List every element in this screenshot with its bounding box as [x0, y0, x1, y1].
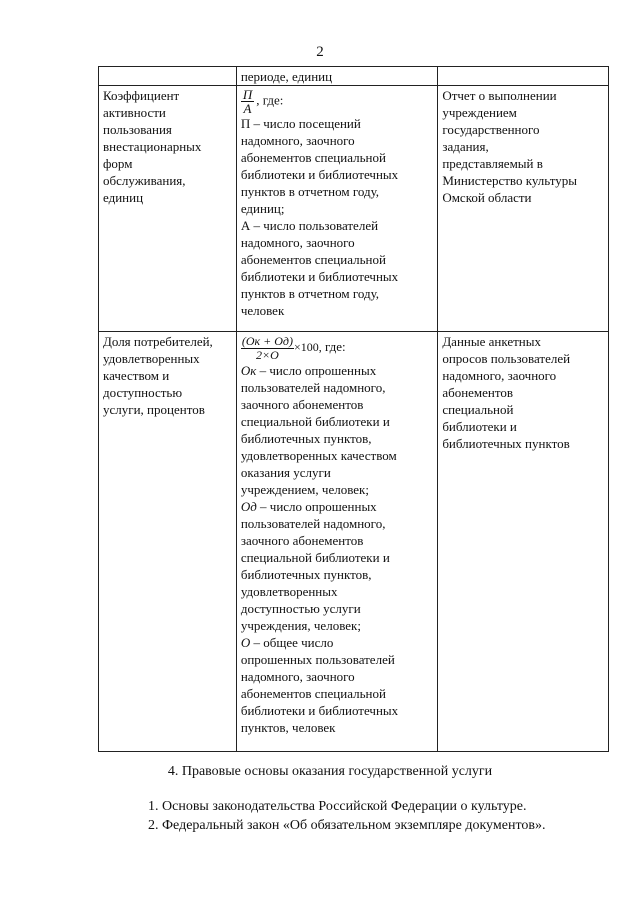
text-lines: [241, 379, 433, 498]
text-line: пользователей надомного,: [240, 380, 386, 395]
text-line: специальной: [442, 402, 514, 417]
source-cell: [438, 332, 609, 752]
indicator-name-cell: [99, 86, 237, 332]
text-line: библиотечных пунктов,: [240, 431, 372, 446]
text-line: единиц: [103, 190, 144, 205]
continuation-text: периоде, единиц: [236, 67, 437, 86]
section-title: 4. Правовые основы оказания государственной услуги: [167, 764, 493, 779]
text-line: представляемый в: [442, 156, 543, 171]
text-line: заочного абонементов: [240, 397, 364, 412]
text-line: опросов пользователей: [442, 351, 571, 366]
indicator-name-cell: [99, 332, 237, 752]
text-line: надомного, заочного: [240, 133, 355, 148]
text-line: надомного, заочного: [240, 669, 355, 684]
text-line: пунктов в отчетном году,: [240, 184, 380, 199]
text-line: пользователей надомного,: [240, 516, 386, 531]
indicators-table: [98, 66, 609, 752]
text-lines: [442, 87, 604, 206]
table-row-continuation: [99, 67, 609, 86]
text-line: надомного, заочного: [442, 368, 557, 383]
text-line: удовлетворенных качеством: [240, 448, 397, 463]
text-line: специальной библиотеки и: [240, 414, 390, 429]
text-lines: [103, 87, 232, 206]
fraction: $\frac{П}{А}$: [242, 87, 253, 116]
list-item: 2. Федеральный закон «Об обязательном экземпляре документов».: [148, 818, 546, 833]
list-item: 1. Основы законодательства Российской Федерации о культуре.: [148, 799, 527, 814]
text-lines: [103, 333, 232, 418]
text-line: пользования: [103, 122, 172, 137]
text-line: активности: [103, 105, 166, 120]
text-line: человек: [240, 303, 285, 318]
text-line: форм: [103, 156, 133, 171]
text-line: П – число посещений: [240, 116, 361, 131]
symbol: О: [240, 635, 251, 650]
table-row: [99, 86, 609, 332]
text-line: учреждения, человек;: [240, 618, 361, 633]
source-cell: [438, 86, 609, 332]
text-line: учреждением: [442, 105, 517, 120]
text-line: качеством и: [103, 368, 170, 383]
text-line: обслуживания,: [103, 173, 186, 188]
text-line: единиц;: [240, 201, 285, 216]
text-line: надомного, заочного: [240, 235, 355, 250]
text-line: учреждением, человек;: [240, 482, 369, 497]
text-line: удовлетворенных: [240, 584, 338, 599]
text-line: внестационарных: [103, 139, 202, 154]
text-line: оказания услуги: [240, 465, 331, 480]
text-line: удовлетворенных: [103, 351, 200, 366]
table-cell: [438, 67, 609, 86]
text-line: Данные анкетных: [442, 334, 541, 349]
text-line: А – число пользователей: [240, 218, 379, 233]
text-line: библиотеки и библиотечных: [240, 167, 399, 182]
text-lines: [241, 651, 433, 736]
formula: $\frac{(Ок + Од)}{2\times О}$ ×100, где:: [241, 334, 346, 362]
formula: $\frac{П}{А}$ , где:: [242, 87, 284, 116]
text-line: заочного абонементов: [240, 533, 364, 548]
text-line: абонементов специальной: [240, 252, 386, 267]
text-line: Доля потребителей,: [103, 334, 213, 349]
text-line: библиотеки и: [442, 419, 517, 434]
text-line: библиотеки и библиотечных: [240, 269, 399, 284]
symbol: Ок: [240, 363, 257, 378]
text-line: Коэффициент: [103, 88, 180, 103]
text-line: абонементов: [442, 385, 514, 400]
text-line: пунктов, человек: [240, 720, 336, 735]
formula-cell: [236, 86, 437, 332]
text-line: специальной библиотеки и: [240, 550, 390, 565]
text-line: библиотеки и библиотечных: [240, 703, 399, 718]
text-line: опрошенных пользователей: [240, 652, 395, 667]
text-lines: [241, 115, 433, 319]
text-line: услуги, процентов: [103, 402, 205, 417]
text-line: Министерство культуры: [442, 173, 577, 188]
symbol: Од: [240, 499, 257, 514]
text-line: библиотечных пунктов,: [240, 567, 372, 582]
formula-cell: $\frac{(Ок + Од)}{2\times О}$ ×100, где: Ок – число опрошенных пользователей надомного, заочного абонементов специальной библиотеки и библиотечных пунктов, удовлетворенных качеством оказания услуги учреждением, человек; Од – число опрошенных пользователей надомного, заочного абонементов специальной библиотеки и библиотечных пунктов, удовлетворенных доступностью услуги учреждения, человек; О – общее число опрошенных пользователей надомного, заочного абонементов специальной библиотеки и библиотечных пунктов, человек: [236, 332, 437, 752]
text-line: абонементов специальной: [240, 686, 386, 701]
text-line: доступностью: [103, 385, 183, 400]
text-line: доступностью услуги: [240, 601, 361, 616]
text-line: государственного: [442, 122, 540, 137]
table-row: [99, 332, 609, 752]
fraction: $\frac{(Ок + Од)}{2\times О}$: [241, 334, 293, 362]
text-line: задания,: [442, 139, 489, 154]
text-line: абонементов специальной: [240, 150, 386, 165]
page-number: 2: [316, 44, 324, 60]
text-lines: [442, 333, 604, 452]
text-line: пунктов в отчетном году,: [240, 286, 380, 301]
text-line: Омской области: [442, 190, 532, 205]
text-line: Отчет о выполнении: [442, 88, 557, 103]
text-line: библиотечных пунктов: [442, 436, 570, 451]
text-lines: [241, 515, 433, 634]
table-cell: [99, 67, 237, 86]
